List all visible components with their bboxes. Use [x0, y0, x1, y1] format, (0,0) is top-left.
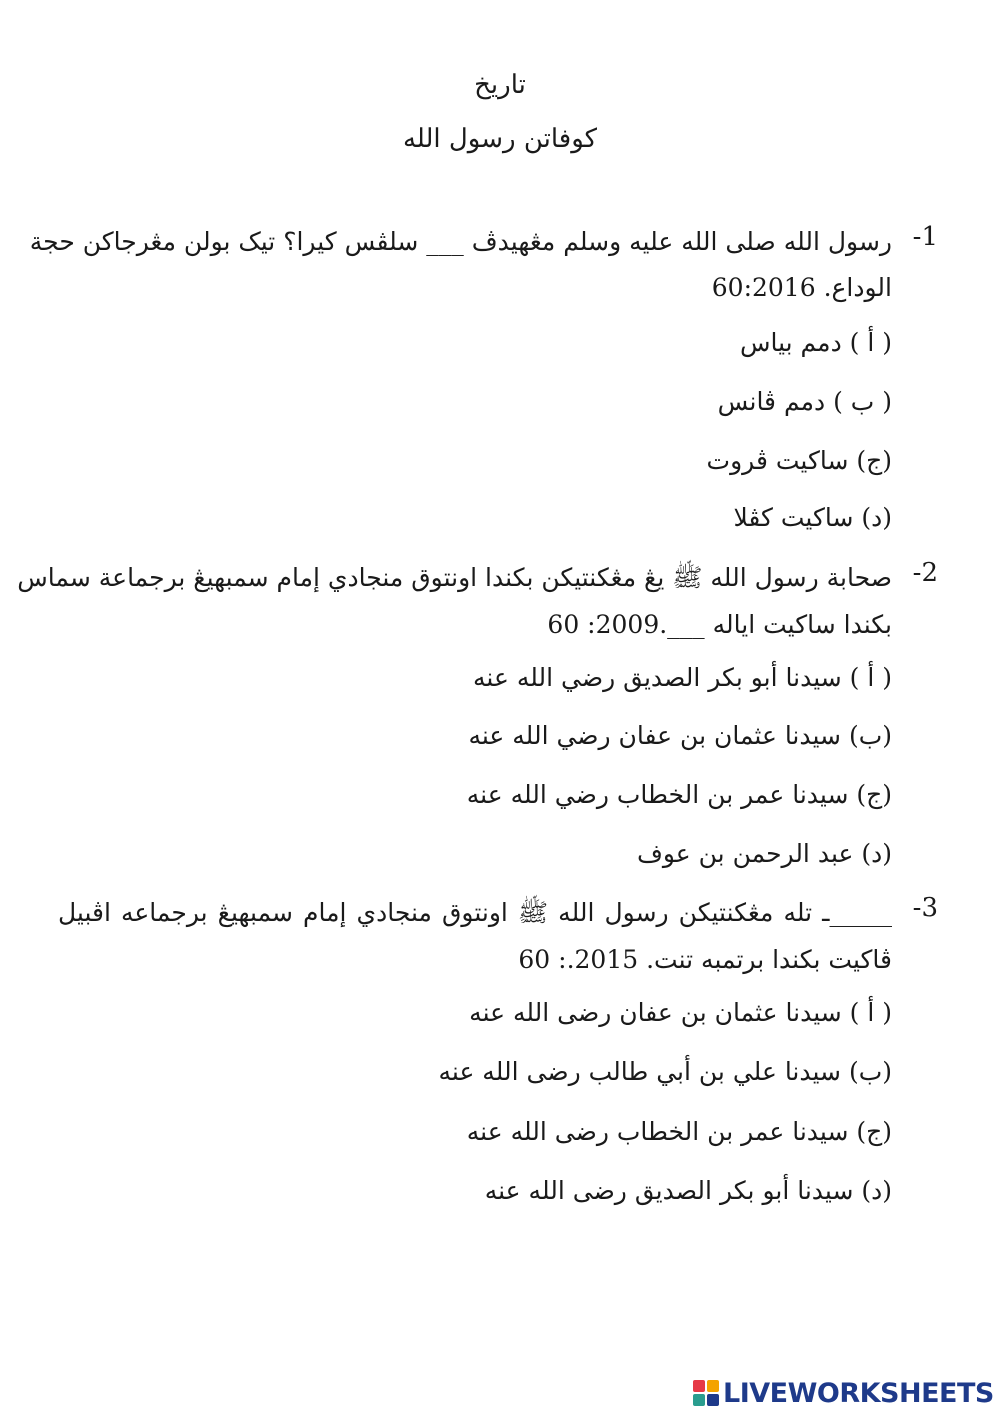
option-c[interactable]: (ج) سيدنا عمر بن الخطاب رضى الله عنه — [466, 1117, 892, 1146]
question-number: -3 — [912, 893, 938, 923]
option-c[interactable]: (ج) ساکيت ڤروت — [706, 446, 892, 475]
option-b[interactable]: (ب) سيدنا علي بن أبي طالب رضى الله عنه — [438, 1057, 892, 1086]
option-d[interactable]: (د) سيدنا أبو بکر الصديق رضى الله عنه — [484, 1176, 892, 1205]
subject-heading: تاريخ — [474, 70, 526, 100]
option-a[interactable]: ( أ ) سيدنا أبو بکر الصديق رضي الله عنه — [473, 663, 892, 692]
option-a[interactable]: ( أ ) سيدنا عثمان بن عفان رضى الله عنه — [469, 998, 892, 1027]
option-a[interactable]: ( أ ) دمم بياس — [739, 328, 892, 357]
logo-square-red — [693, 1380, 705, 1392]
question-number: -2 — [912, 558, 938, 588]
option-d[interactable]: (د) ساكيت كڤلا — [733, 503, 892, 532]
liveworksheets-logo[interactable] — [693, 1378, 994, 1408]
question-text-line-1: رسول الله صلى الله عليه وسلم مڠهيدڤ ___ سلڤس كيرا؟ تيک بولن مڠرجاکن حجة — [29, 227, 892, 256]
logo-square-yellow — [707, 1380, 719, 1392]
question-number: -1 — [912, 222, 938, 252]
question-text-line-2: بکندا ساکيت اياله ___.2009: 60 — [547, 610, 892, 639]
question-text-line-1: _____ـ تله مڠکنتيکن رسول الله ﷺ اونتوق منجادي إمام سمبهيڠ برجماعه اڤبيل — [58, 898, 892, 927]
question-text-line-1: صحابة رسول الله ﷺ يڠ مڠکنتيکن بکندا اونتوق منجادي إمام سمبهيڠ برجماعة سماس — [17, 563, 892, 592]
option-c[interactable]: (ج) سيدنا عمر بن الخطاب رضي الله عنه — [466, 780, 892, 809]
logo-square-blue — [707, 1394, 719, 1406]
question-text-line-2: الوداع. 60:2016 — [711, 273, 892, 302]
question-text-line-2: ڤاکيت بکندا برتمبه تنت. 2015.: 60 — [518, 945, 892, 974]
worksheet-title: كوفاتن رسول الله — [402, 124, 598, 154]
logo-square-teal — [693, 1394, 705, 1406]
option-b[interactable]: ( ب ) دمم ڤانس — [717, 387, 892, 416]
brand-name: LIVEWORKSHEETS — [723, 1377, 994, 1409]
option-d[interactable]: (د) عبد الرحمن بن عوف — [636, 839, 892, 868]
logo-grid-icon — [693, 1380, 719, 1406]
option-b[interactable]: (ب) سيدنا عثمان بن عفان رضي الله عنه — [468, 721, 892, 750]
